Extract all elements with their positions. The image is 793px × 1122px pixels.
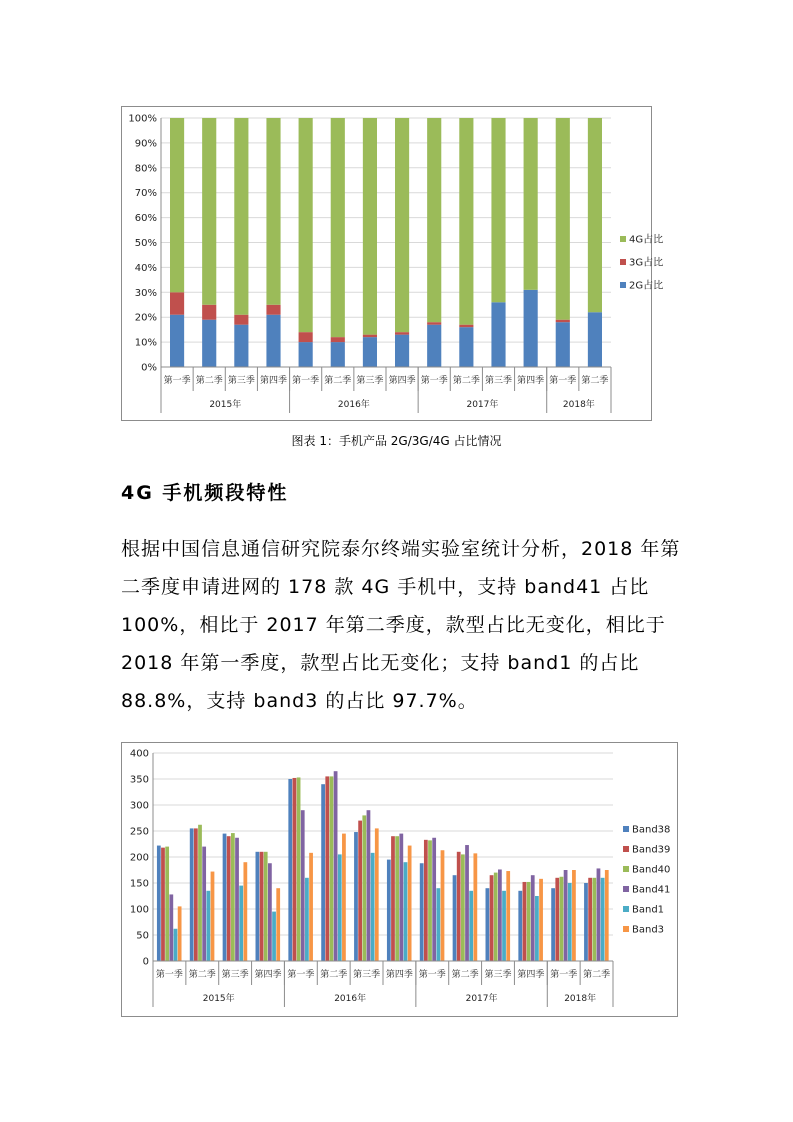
bar-band39 <box>555 878 559 961</box>
bar-band3 <box>276 888 280 961</box>
bar-band39 <box>161 848 165 961</box>
legend-label: Band1 <box>632 904 665 916</box>
bar-3g <box>395 332 409 334</box>
x-tick-label: 第一季 <box>292 376 320 386</box>
share-chart <box>121 106 664 421</box>
bar-band38 <box>518 891 522 961</box>
bar-band38 <box>584 883 588 961</box>
bar-4g <box>395 118 409 332</box>
x-tick-label: 第二季 <box>320 970 348 980</box>
bar-band39 <box>424 840 428 961</box>
bar-band41 <box>531 875 535 961</box>
bar-3g <box>363 335 377 337</box>
bar-band40 <box>165 847 169 961</box>
bar-band39 <box>457 852 461 961</box>
bar-band3 <box>408 846 412 961</box>
bar-band40 <box>231 833 235 961</box>
bar-band39 <box>325 776 329 961</box>
year-label: 2015年 <box>209 400 242 410</box>
bar-band41 <box>169 894 173 961</box>
bar-band1 <box>305 878 309 961</box>
bar-band3 <box>342 834 346 961</box>
legend-swatch <box>620 259 626 265</box>
bar-band40 <box>362 815 366 961</box>
bar-2g <box>427 325 441 367</box>
bar-band40 <box>560 877 564 961</box>
bar-band1 <box>272 912 276 961</box>
bar-2g <box>588 312 602 367</box>
bar-band41 <box>268 863 272 961</box>
bar-2g <box>202 320 216 367</box>
bar-band39 <box>293 778 297 961</box>
bar-band41 <box>564 870 568 961</box>
bar-2g <box>491 302 505 367</box>
y-tick-label: 70% <box>134 188 157 200</box>
bar-2g <box>524 290 538 367</box>
bar-band38 <box>486 888 490 961</box>
x-tick-label: 第二季 <box>324 376 352 386</box>
bar-band41 <box>202 847 206 961</box>
bar-band1 <box>239 886 243 961</box>
bar-band1 <box>174 929 178 961</box>
bar-band41 <box>235 838 239 961</box>
y-tick-label: 250 <box>129 826 149 838</box>
bar-3g <box>266 305 280 315</box>
bar-3g <box>202 305 216 320</box>
bar-4g <box>202 118 216 305</box>
y-tick-label: 150 <box>129 878 149 890</box>
year-label: 2018年 <box>562 400 595 410</box>
year-label: 2018年 <box>564 994 597 1004</box>
bar-4g <box>459 118 473 325</box>
x-tick-label: 第一季 <box>550 970 578 980</box>
x-tick-label: 第二季 <box>583 970 611 980</box>
bar-4g <box>299 118 313 332</box>
bar-band41 <box>597 868 601 961</box>
x-tick-label: 第二季 <box>188 970 216 980</box>
legend-label: Band38 <box>632 824 671 836</box>
bar-band3 <box>605 870 609 961</box>
bar-band39 <box>490 875 494 961</box>
legend-swatch <box>623 926 629 932</box>
legend-swatch <box>623 886 629 892</box>
legend-swatch <box>623 846 629 852</box>
legend-label: Band39 <box>632 844 671 856</box>
band-chart <box>121 742 678 1017</box>
x-tick-label: 第四季 <box>259 376 288 386</box>
bar-band3 <box>178 906 182 961</box>
y-tick-label: 30% <box>134 287 157 299</box>
x-tick-label: 第一季 <box>287 970 315 980</box>
year-label: 2016年 <box>334 994 367 1004</box>
bar-4g <box>266 118 280 305</box>
share-chart-svg <box>122 107 664 420</box>
bar-band40 <box>330 776 334 961</box>
x-tick-label: 第四季 <box>517 970 545 980</box>
y-tick-label: 200 <box>129 852 149 864</box>
bar-4g <box>331 118 345 337</box>
bar-band38 <box>387 860 391 961</box>
y-tick-label: 90% <box>134 138 157 150</box>
bar-band40 <box>297 777 301 961</box>
legend-label: 2G占比 <box>629 280 664 292</box>
y-tick-label: 100 <box>129 904 149 916</box>
bar-band38 <box>157 846 161 961</box>
bar-2g <box>459 327 473 367</box>
bar-band38 <box>256 852 260 961</box>
bar-band39 <box>260 852 264 961</box>
bar-band39 <box>227 836 231 961</box>
bar-band41 <box>334 771 338 961</box>
bar-4g <box>491 118 505 302</box>
bar-band41 <box>432 838 436 961</box>
y-tick-label: 300 <box>129 800 149 812</box>
bar-2g <box>395 335 409 367</box>
bar-band40 <box>395 836 399 961</box>
bar-band38 <box>190 828 194 961</box>
bar-band1 <box>568 883 572 961</box>
x-tick-label: 第三季 <box>484 970 512 980</box>
bar-band3 <box>243 862 247 961</box>
bar-band38 <box>420 863 424 961</box>
x-tick-label: 第四季 <box>388 376 416 386</box>
x-tick-label: 第三季 <box>227 376 255 386</box>
y-tick-label: 10% <box>134 337 157 349</box>
section-heading: 4G 手机频段特性 <box>121 482 289 504</box>
bar-band41 <box>301 810 305 961</box>
y-tick-label: 80% <box>134 163 157 175</box>
x-tick-label: 第一季 <box>155 970 183 980</box>
bar-3g <box>427 322 441 324</box>
bar-4g <box>170 118 184 292</box>
bar-band3 <box>539 879 543 961</box>
x-tick-label: 第二季 <box>452 376 480 386</box>
y-tick-label: 40% <box>134 262 157 274</box>
bar-band40 <box>527 882 531 961</box>
x-tick-label: 第四季 <box>254 970 282 980</box>
bar-band1 <box>535 896 539 961</box>
x-tick-label: 第三季 <box>484 376 513 386</box>
bar-band40 <box>264 852 268 961</box>
bar-band39 <box>194 828 198 961</box>
bar-band40 <box>198 825 202 961</box>
bar-band40 <box>428 840 432 961</box>
y-tick-label: 50% <box>134 238 157 249</box>
bar-2g <box>556 322 570 367</box>
bar-band40 <box>494 873 498 961</box>
bar-band40 <box>461 854 465 961</box>
bar-band38 <box>453 875 457 961</box>
bar-band1 <box>206 891 210 961</box>
bar-band41 <box>465 845 469 961</box>
y-tick-label: 100% <box>128 113 157 125</box>
y-tick-label: 0 <box>142 956 149 968</box>
legend-swatch <box>620 236 626 242</box>
y-tick-label: 0% <box>141 362 157 374</box>
legend-swatch <box>623 906 629 912</box>
bar-band38 <box>288 779 292 961</box>
bar-band38 <box>551 888 555 961</box>
band-chart-svg <box>122 743 677 1016</box>
bar-2g <box>170 315 184 367</box>
bar-band1 <box>338 854 342 961</box>
x-tick-label: 第四季 <box>517 376 545 386</box>
x-tick-label: 第三季 <box>356 376 384 386</box>
legend-label: Band41 <box>632 884 671 896</box>
bar-3g <box>556 320 570 322</box>
bar-band41 <box>367 810 371 961</box>
bar-band1 <box>502 891 506 961</box>
bar-3g <box>170 292 184 314</box>
bar-2g <box>363 337 377 367</box>
y-tick-label: 60% <box>134 213 157 225</box>
bar-band3 <box>473 853 477 961</box>
bar-band38 <box>321 784 325 961</box>
bar-band38 <box>223 834 227 961</box>
y-tick-label: 400 <box>129 748 149 760</box>
x-tick-label: 第一季 <box>420 376 448 386</box>
bar-band1 <box>436 888 440 961</box>
legend-label: Band3 <box>632 924 665 936</box>
year-label: 2017年 <box>465 994 498 1004</box>
bar-band1 <box>469 891 473 961</box>
y-tick-label: 350 <box>129 774 149 786</box>
bar-band3 <box>375 828 379 961</box>
bar-band3 <box>309 853 313 961</box>
year-label: 2015年 <box>202 994 235 1004</box>
bar-3g <box>459 325 473 327</box>
bar-4g <box>427 118 441 322</box>
bar-3g <box>299 332 313 342</box>
bar-band3 <box>441 850 445 961</box>
bar-4g <box>588 118 602 312</box>
bar-4g <box>524 118 538 290</box>
bar-band39 <box>358 821 362 961</box>
bar-band1 <box>601 878 605 961</box>
legend-swatch <box>623 826 629 832</box>
bar-2g <box>266 315 280 367</box>
x-tick-label: 第二季 <box>581 376 609 386</box>
x-tick-label: 第一季 <box>163 376 191 386</box>
bar-4g <box>234 118 248 315</box>
year-label: 2016年 <box>337 400 370 410</box>
x-tick-label: 第四季 <box>385 970 413 980</box>
bar-4g <box>556 118 570 320</box>
x-tick-label: 第二季 <box>451 970 479 980</box>
bar-3g <box>331 337 345 342</box>
bar-band1 <box>404 862 408 961</box>
bar-band39 <box>523 882 527 961</box>
bar-band1 <box>371 853 375 961</box>
bar-3g <box>234 315 248 325</box>
x-tick-label: 第二季 <box>195 376 223 386</box>
legend-swatch <box>620 282 626 288</box>
body-paragraph: 根据中国信息通信研究院泰尔终端实验室统计分析，2018 年第二季度申请进网的 178 款 4G 手机中，支持 band41 占比 100%，相比于 2017 年第二季度，款型占比无变化，相比于 2018 年第一季度，款型占比无变化；支持 band1 的占比 88.8%，支持 band3 的占比 97.7%。 <box>121 538 681 712</box>
legend-label: 3G占比 <box>629 257 664 269</box>
legend-swatch <box>623 866 629 872</box>
x-tick-label: 第一季 <box>549 376 577 386</box>
bar-band3 <box>211 872 215 961</box>
bar-band41 <box>498 869 502 961</box>
bar-2g <box>299 342 313 367</box>
x-tick-label: 第三季 <box>353 970 381 980</box>
x-tick-label: 第三季 <box>221 970 249 980</box>
y-tick-label: 50 <box>136 930 149 942</box>
bar-2g <box>331 342 345 367</box>
chart-caption: 图表 1：手机产品 2G/3G/4G 占比情况 <box>291 434 502 448</box>
bar-band3 <box>572 870 576 961</box>
year-label: 2017年 <box>466 400 499 410</box>
x-tick-label: 第一季 <box>418 970 446 980</box>
bar-4g <box>363 118 377 335</box>
legend-label: Band40 <box>632 864 671 876</box>
bar-band41 <box>399 834 403 961</box>
bar-2g <box>234 325 248 367</box>
bar-band3 <box>506 871 510 961</box>
y-tick-label: 20% <box>134 312 157 324</box>
legend-label: 4G占比 <box>629 234 664 246</box>
bar-band39 <box>391 836 395 961</box>
bar-band38 <box>354 832 358 961</box>
bar-band39 <box>588 878 592 961</box>
bar-band40 <box>592 878 596 961</box>
